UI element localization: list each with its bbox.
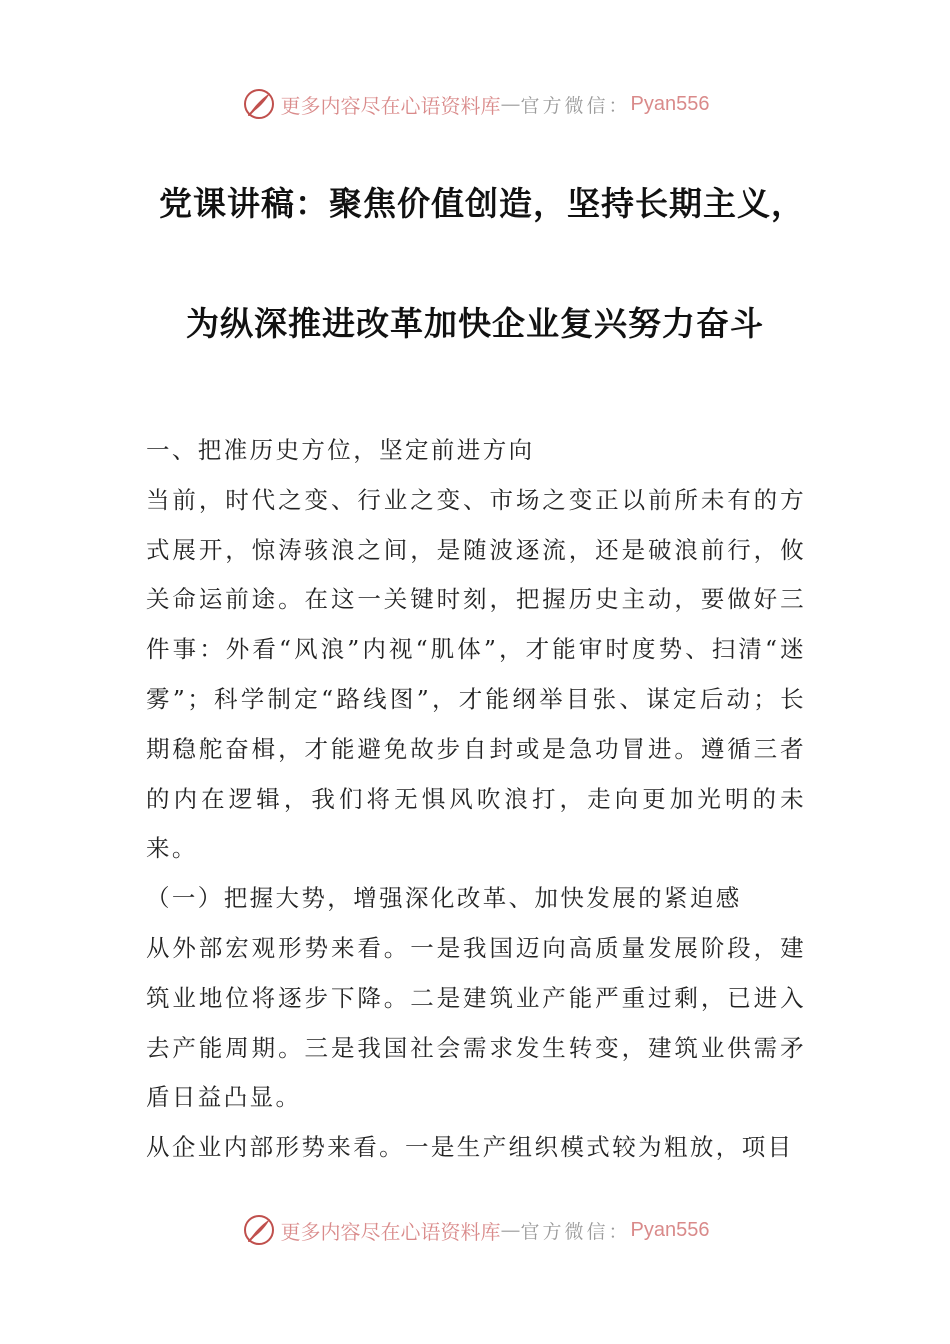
body-paragraph: 当前，时代之变、行业之变、市场之变正以前所未有的方式展开，惊涛骇浪之间，是随波逐流，还是破浪前行，攸关命运前途。在这一关键时刻，把握历史主动，要做好三件事：外看“风浪”内视“肌体”，才能审时度势、扫清“迷雾”；科学制定“路线图”，才能纲举目张、谋定后动；长期稳舵奋楫，才能避免故步自封或是急功冒进。遵循三者的内在逻辑，我们将无惧风吹浪打，走向更加光明的未来。 [146,485,806,863]
watermark-wechat-label: 官方微信： [520,94,631,117]
document-body [146,426,806,1173]
section-heading: 一、把准历史方位，坚定前进方向 [146,436,535,464]
document-title-line-2: 为纵深推进改革加快企业复兴努力奋斗 [186,304,764,343]
watermark-header [0,84,950,124]
subsection-heading: （一）把握大势，增强深化改革、加快发展的紧迫感 [146,884,742,913]
watermark-text: 更多内容尽在心语资料库 [280,93,501,118]
body-paragraph: 从企业内部形势来看。一是生产组织模式较为粗放，项目 [146,1133,794,1162]
watermark-wechat-id: Pyan556 [630,1218,710,1241]
feather-pen-logo-icon [241,1212,277,1248]
feather-pen-logo-icon [241,86,277,122]
watermark-dash: — [500,1218,521,1242]
watermark-wechat-id: Pyan556 [630,92,710,115]
body-paragraph: 从外部宏观形势来看。一是我国迈向高质量发展阶段，建筑业地位将逐步下降。二是建筑业产能严重过剩，已进入去产能周期。三是我国社会需求发生转变，建筑业供需矛盾日益凸显。 [146,933,806,1112]
watermark-text: 更多内容尽在心语资料库 [280,1219,501,1244]
watermark-dash: — [500,92,521,116]
document-title-line-1: 党课讲稿：聚焦价值创造，坚持长期主义， [159,184,805,223]
watermark-wechat-label: 官方微信： [520,1220,631,1243]
watermark-footer [0,1210,950,1250]
